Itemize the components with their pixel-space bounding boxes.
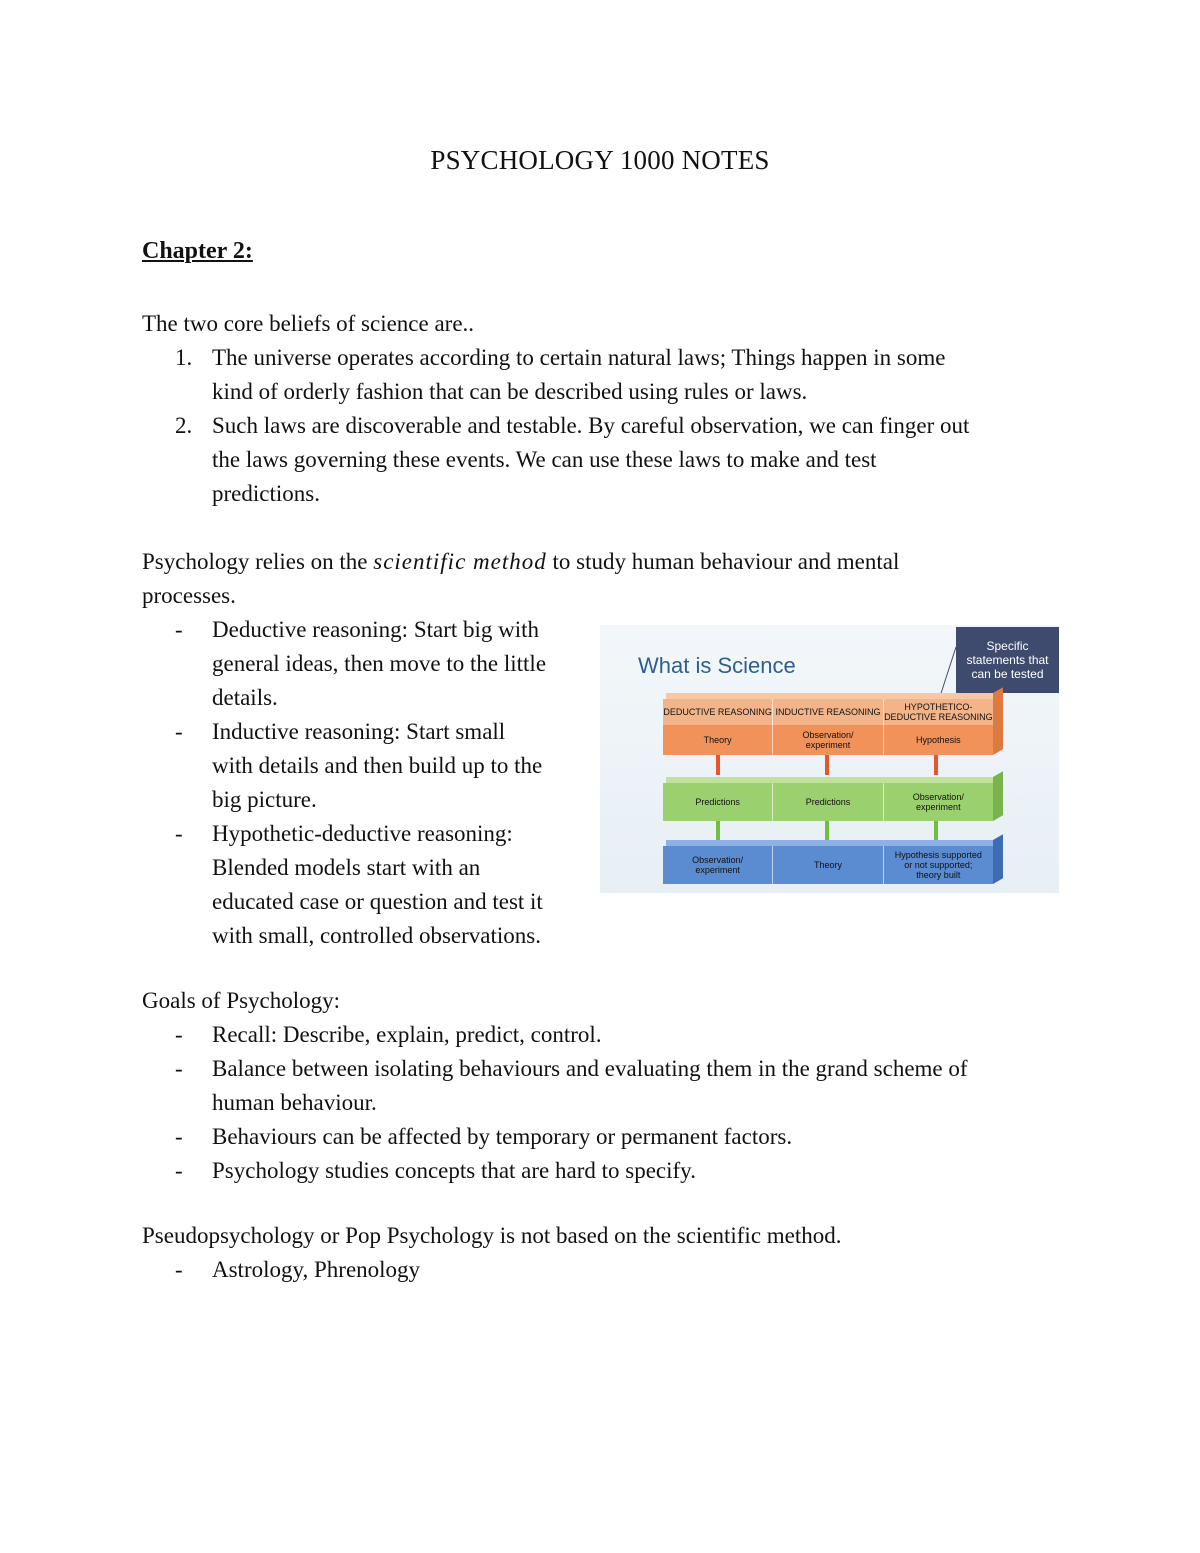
list-number: 1. bbox=[175, 345, 193, 370]
list-item bbox=[142, 341, 969, 409]
list-line: Recall: Describe, explain, predict, control. bbox=[212, 1022, 602, 1047]
list-line: Astrology, Phrenology bbox=[212, 1257, 421, 1282]
dash-bullet: - bbox=[175, 1158, 183, 1183]
pseudo-list bbox=[142, 1253, 420, 1287]
list-number: 2. bbox=[175, 413, 193, 438]
list-item bbox=[142, 817, 546, 953]
list-item bbox=[142, 1018, 968, 1052]
list-line: Hypothetic-deductive reasoning: bbox=[212, 821, 513, 846]
core-beliefs-list bbox=[142, 341, 969, 511]
list-line: general ideas, then move to the little bbox=[212, 651, 547, 676]
list-item bbox=[142, 613, 546, 715]
block-side-face bbox=[993, 687, 1003, 755]
dash-bullet: - bbox=[175, 821, 183, 846]
what-is-science-diagram bbox=[600, 625, 1059, 893]
callout-line: statements that bbox=[966, 653, 1049, 667]
list-item bbox=[142, 715, 546, 817]
text-run: Psychology relies on the bbox=[142, 549, 374, 574]
header-inductive: INDUCTIVE REASONING bbox=[773, 699, 883, 725]
list-line: kind of orderly fashion that can be described using rules or laws. bbox=[212, 379, 808, 404]
list-line: the laws governing these events. We can use these laws to make and test bbox=[212, 447, 877, 472]
dash-bullet: - bbox=[175, 1124, 183, 1149]
block-side-face bbox=[993, 834, 1003, 884]
block-side-face bbox=[993, 771, 1003, 821]
list-item bbox=[142, 1052, 968, 1120]
list-line: Inductive reasoning: Start small bbox=[212, 719, 506, 744]
step-cell: Observation/ experiment bbox=[663, 846, 773, 884]
reasoning-list bbox=[142, 613, 546, 953]
diagram-title: What is Science bbox=[638, 653, 796, 678]
list-line: Behaviours can be affected by temporary or permanent factors. bbox=[212, 1124, 793, 1149]
core-beliefs-intro: The two core beliefs of science are.. bbox=[142, 311, 475, 336]
scientific-method-paragraph bbox=[142, 545, 1062, 613]
header-deductive: DEDUCTIVE REASONING bbox=[663, 699, 773, 725]
list-item bbox=[142, 1120, 968, 1154]
connector bbox=[825, 755, 829, 775]
paragraph-line bbox=[142, 545, 1062, 579]
dash-bullet: - bbox=[175, 1022, 183, 1047]
list-line: big picture. bbox=[212, 787, 317, 812]
list-line: human behaviour. bbox=[212, 1090, 377, 1115]
dash-bullet: - bbox=[175, 1056, 183, 1081]
step-cell: Hypothesis bbox=[916, 735, 961, 745]
header-hypothetico: HYPOTHETICO- DEDUCTIVE REASONING bbox=[884, 702, 993, 722]
first-step-row bbox=[663, 725, 993, 755]
list-line: Such laws are discoverable and testable. By careful observation, we can finger out bbox=[212, 413, 970, 438]
paragraph-line: processes. bbox=[142, 583, 236, 608]
page-title: PSYCHOLOGY 1000 NOTES bbox=[430, 145, 770, 175]
step-cell: Observation/ experiment bbox=[773, 725, 883, 755]
chapter-heading: Chapter 2: bbox=[142, 238, 253, 264]
connector bbox=[825, 821, 829, 841]
connector bbox=[934, 821, 938, 841]
connector bbox=[716, 755, 720, 775]
step-cell: Theory bbox=[663, 725, 773, 755]
step-cell: Hypothesis supported or not supported; theory built bbox=[894, 850, 982, 880]
step-cell: Predictions bbox=[773, 783, 883, 821]
list-item bbox=[142, 1253, 420, 1287]
third-step-row bbox=[663, 846, 993, 884]
callout-line: can be tested bbox=[971, 667, 1044, 681]
dash-bullet: - bbox=[175, 1257, 183, 1282]
connector bbox=[716, 821, 720, 841]
list-line: predictions. bbox=[212, 481, 320, 506]
goals-list bbox=[142, 1018, 968, 1188]
reasoning-headers-row bbox=[663, 699, 993, 725]
list-item bbox=[142, 1154, 968, 1188]
list-item bbox=[142, 409, 969, 511]
step-cell: Theory bbox=[773, 846, 883, 884]
second-step-row bbox=[663, 783, 993, 821]
callout-line: Specific bbox=[986, 639, 1029, 653]
dash-bullet: - bbox=[175, 617, 183, 642]
pseudopsychology-paragraph: Pseudopsychology or Pop Psychology is not based on the scientific method. bbox=[142, 1223, 842, 1248]
list-line: Balance between isolating behaviours and evaluating them in the grand scheme of bbox=[212, 1056, 968, 1081]
list-line: Psychology studies concepts that are hard to specify. bbox=[212, 1158, 696, 1183]
emphasis-text: scientific method bbox=[373, 549, 547, 574]
list-line: Blended models start with an bbox=[212, 855, 481, 880]
dash-bullet: - bbox=[175, 719, 183, 744]
list-line: with small, controlled observations. bbox=[212, 923, 541, 948]
list-line: educated case or question and test it bbox=[212, 889, 543, 914]
step-cell: Observation/ experiment bbox=[912, 792, 964, 812]
list-line: details. bbox=[212, 685, 278, 710]
list-line: The universe operates according to certain natural laws; Things happen in some bbox=[212, 345, 946, 370]
goals-heading: Goals of Psychology: bbox=[142, 988, 341, 1013]
list-line: with details and then build up to the bbox=[212, 753, 543, 778]
step-cell: Predictions bbox=[663, 783, 773, 821]
connector bbox=[934, 755, 938, 775]
text-run: to study human behaviour and mental bbox=[546, 549, 900, 574]
list-line: Deductive reasoning: Start big with bbox=[212, 617, 540, 642]
